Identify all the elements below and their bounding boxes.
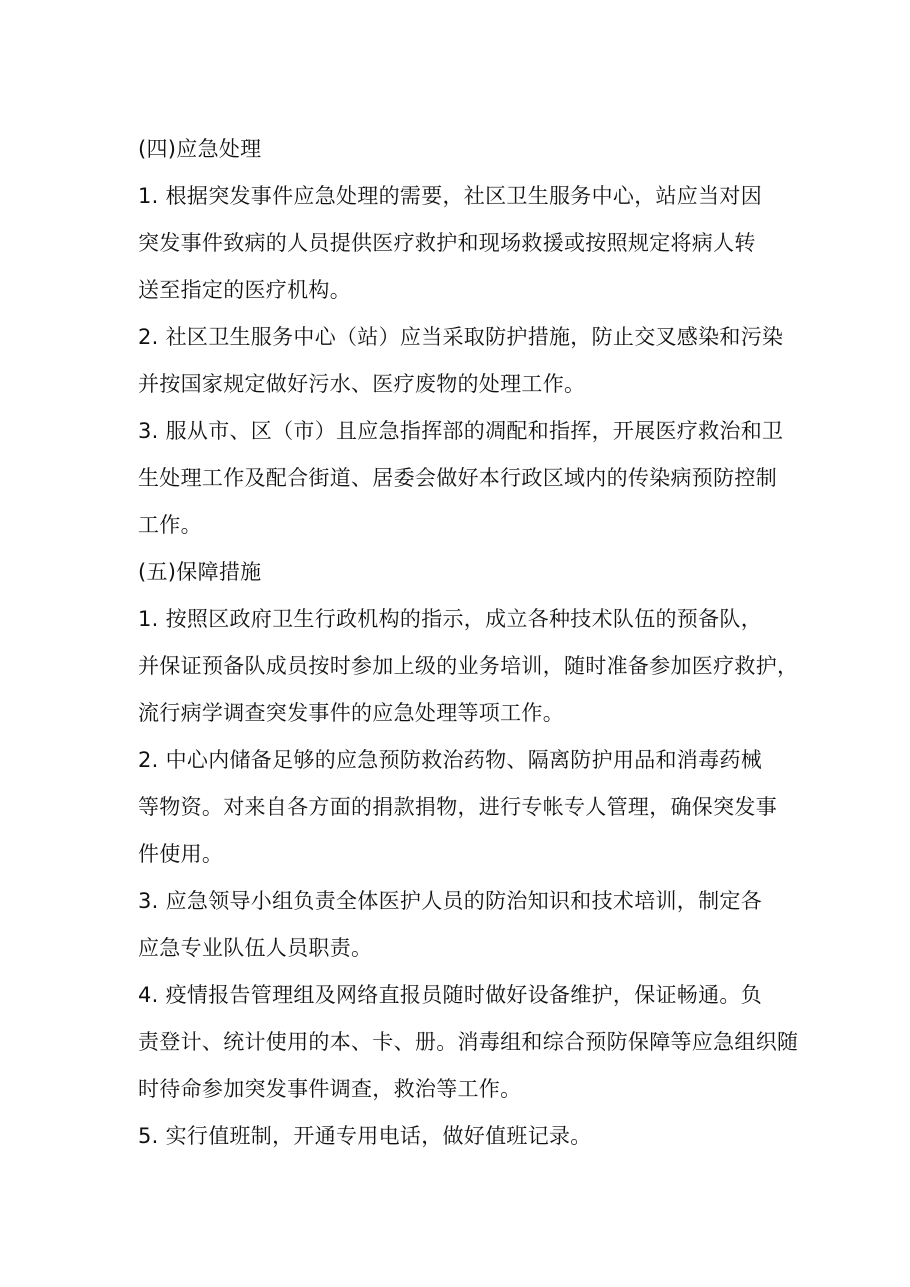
text-line: 生处理工作及配合街道、居委会做好本行政区域内的传染病预防控制 xyxy=(138,466,777,490)
text-line: 流行病学调查突发事件的应急处理等项工作。 xyxy=(138,701,564,725)
emergency-item-3 xyxy=(138,408,788,549)
text-line: 3. 应急领导小组负责全体医护人员的防治知识和技术培训，制定各 xyxy=(138,889,763,913)
text-line: 等物资。对来自各方面的捐款捐物，进行专帐专人管理，确保突发事 xyxy=(138,795,777,819)
text-line: 件使用。 xyxy=(138,842,224,866)
section-heading-safeguard-measures: (五)保障措施 xyxy=(138,560,262,584)
text-line: 1. 按照区政府卫生行政机构的指示，成立各种技术队伍的预备队， xyxy=(138,607,763,631)
safeguard-item-3 xyxy=(138,878,788,972)
safeguard-item-4 xyxy=(138,972,799,1113)
text-line: 送至指定的医疗机构。 xyxy=(138,278,351,302)
safeguard-item-5 xyxy=(138,1113,788,1160)
text-line: 时待命参加突发事件调查，救治等工作。 xyxy=(138,1077,522,1101)
text-line: 1. 根据突发事件应急处理的需要，社区卫生服务中心，站应当对因 xyxy=(138,184,763,208)
text-line: 责登计、统计使用的本、卡、册。消毒组和综合预防保障等应急组织随 xyxy=(138,1030,799,1054)
text-line: 3. 服从市、区（市）且应急指挥部的凋配和指挥，开展医疗救治和卫 xyxy=(138,419,784,443)
safeguard-item-1 xyxy=(138,596,799,737)
text-line: 并按国家规定做好污水、医疗废物的处理工作。 xyxy=(138,372,586,396)
text-line: 2. 社区卫生服务中心（站）应当采取防护措施，防止交叉感染和污染 xyxy=(138,325,784,349)
section-heading-emergency-handling: (四)应急处理 xyxy=(138,137,262,161)
emergency-item-1 xyxy=(138,173,788,314)
emergency-item-2 xyxy=(138,314,788,408)
text-line: 应急专业队伍人员职责。 xyxy=(138,936,373,960)
text-line: 并保证预备队成员按时参加上级的业务培训，随时准备参加医疗救护， xyxy=(138,654,799,678)
text-line: 工作。 xyxy=(138,513,202,537)
safeguard-item-2 xyxy=(138,737,788,878)
text-line: 2. 中心内储备足够的应急预防救治药物、隔离防护用品和消毒药械 xyxy=(138,748,763,772)
text-line: 4. 疫情报告管理组及网络直报员随时做好设备维护，保证畅通。负 xyxy=(138,983,763,1007)
text-line: 5. 实行值班制，开通专用电话，做好值班记录。 xyxy=(138,1124,592,1148)
document-body xyxy=(138,126,799,1160)
text-line: 突发事件致病的人员提供医疗救护和现场救援或按照规定将病人转 xyxy=(138,231,756,255)
